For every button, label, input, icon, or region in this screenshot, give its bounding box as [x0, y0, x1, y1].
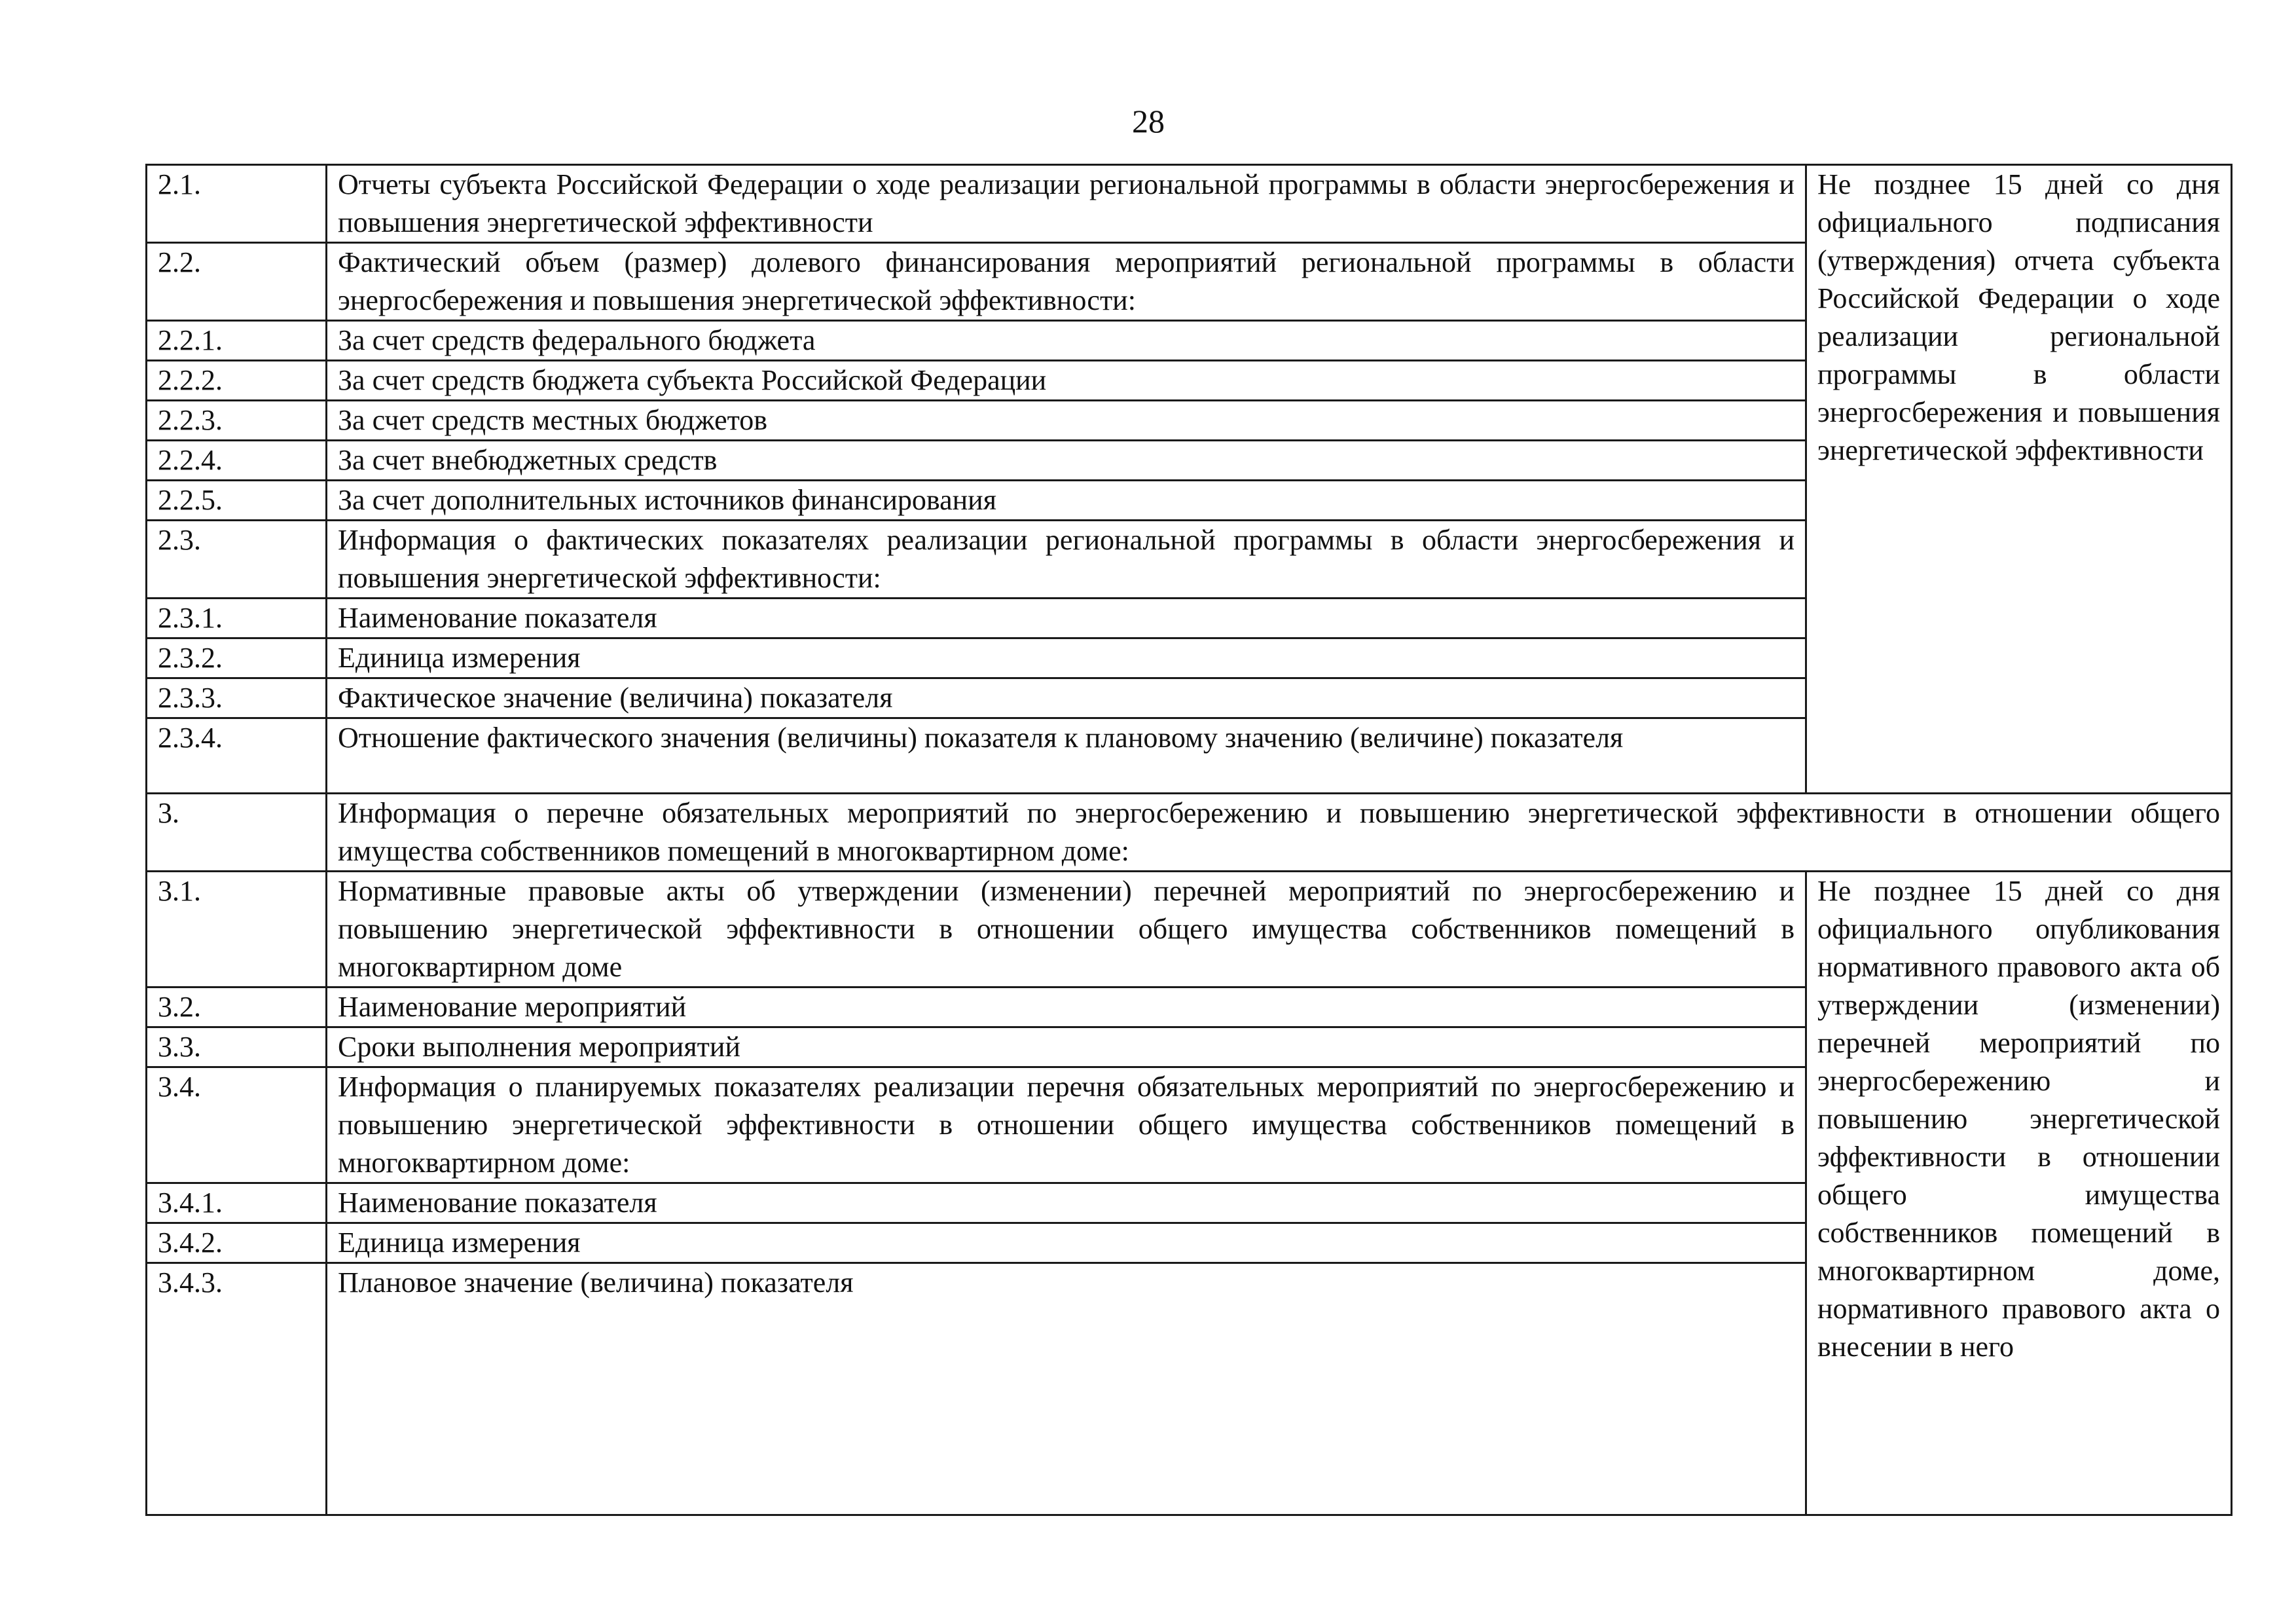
table-row	[147, 872, 2232, 987]
row-number: 3.4.2.	[147, 1223, 327, 1263]
section-title: Информация о перечне обязательных мероприятий по энергосбережению и повышению энергетической эффективности в отношении общего имущества собственников помещений в многоквартирном доме:	[327, 794, 2232, 872]
row-number: 2.3.3.	[147, 678, 327, 718]
row-number: 3.1.	[147, 872, 327, 987]
row-text: Единица измерения	[327, 1223, 1806, 1263]
row-text: За счет средств бюджета субъекта Российской Федерации	[327, 361, 1806, 401]
row-text: Отчеты субъекта Российской Федерации о ходе реализации региональной программы в области энергосбережения и повышения энергетической эффективности	[327, 165, 1806, 243]
row-text: Информация о планируемых показателях реализации перечня обязательных мероприятий по энергосбережению и повышению энергетической эффективности в отношении общего имущества собственников помещений в многоквартирном доме:	[327, 1067, 1806, 1183]
row-number: 3.4.3.	[147, 1263, 327, 1515]
row-text: Наименование показателя	[327, 1183, 1806, 1223]
row-number: 2.2.2.	[147, 361, 327, 401]
table-row	[147, 165, 2232, 243]
row-number: 2.2.4.	[147, 441, 327, 481]
row-text: Сроки выполнения мероприятий	[327, 1027, 1806, 1067]
row-number: 3.	[147, 794, 327, 872]
row-number: 3.4.1.	[147, 1183, 327, 1223]
row-number: 2.2.3.	[147, 401, 327, 441]
row-text: Фактическое значение (величина) показателя	[327, 678, 1806, 718]
section-header-row	[147, 794, 2232, 872]
row-text: За счет средств федерального бюджета	[327, 321, 1806, 361]
row-number: 2.1.	[147, 165, 327, 243]
row-number: 3.4.	[147, 1067, 327, 1183]
row-number: 2.3.	[147, 521, 327, 599]
row-text: Плановое значение (величина) показателя	[327, 1263, 1806, 1515]
row-text: Информация о фактических показателях реализации региональной программы в области энергосбережения и повышения энергетической эффективности:	[327, 521, 1806, 599]
row-number: 2.2.	[147, 243, 327, 321]
row-text: Единица измерения	[327, 638, 1806, 678]
row-text: За счет внебюджетных средств	[327, 441, 1806, 481]
row-text: За счет средств местных бюджетов	[327, 401, 1806, 441]
row-text: Наименование показателя	[327, 599, 1806, 638]
row-text: Наименование мероприятий	[327, 987, 1806, 1027]
row-text: За счет дополнительных источников финансирования	[327, 481, 1806, 521]
deadline-note: Не позднее 15 дней со дня официального подписания (утверждения) отчета субъекта Российской Федерации о ходе реализации региональной программы в области энергосбережения и повышения энергетической эффективности	[1806, 165, 2232, 794]
row-number: 2.2.1.	[147, 321, 327, 361]
row-text: Фактический объем (размер) долевого финансирования мероприятий региональной программы в области энергосбережения и повышения энергетической эффективности:	[327, 243, 1806, 321]
row-text: Нормативные правовые акты об утверждении (изменении) перечней мероприятий по энергосбережению и повышению энергетической эффективности в отношении общего имущества собственников помещений в многоквартирном доме	[327, 872, 1806, 987]
row-number: 2.2.5.	[147, 481, 327, 521]
row-number: 3.3.	[147, 1027, 327, 1067]
row-number: 3.2.	[147, 987, 327, 1027]
row-text: Отношение фактического значения (величины) показателя к плановому значению (величине) показателя	[327, 718, 1806, 794]
row-number: 2.3.1.	[147, 599, 327, 638]
document-table	[145, 164, 2232, 1516]
row-number: 2.3.2.	[147, 638, 327, 678]
deadline-note: Не позднее 15 дней со дня официального опубликования нормативного правового акта об утверждении (изменении) перечней мероприятий по энергосбережению и повышению энергетической эффективности в отношении общего имущества собственников помещений в многоквартирном доме, нормативного правового акта о внесении в него	[1806, 872, 2232, 1515]
row-number: 2.3.4.	[147, 718, 327, 794]
page-number: 28	[1132, 103, 1165, 139]
